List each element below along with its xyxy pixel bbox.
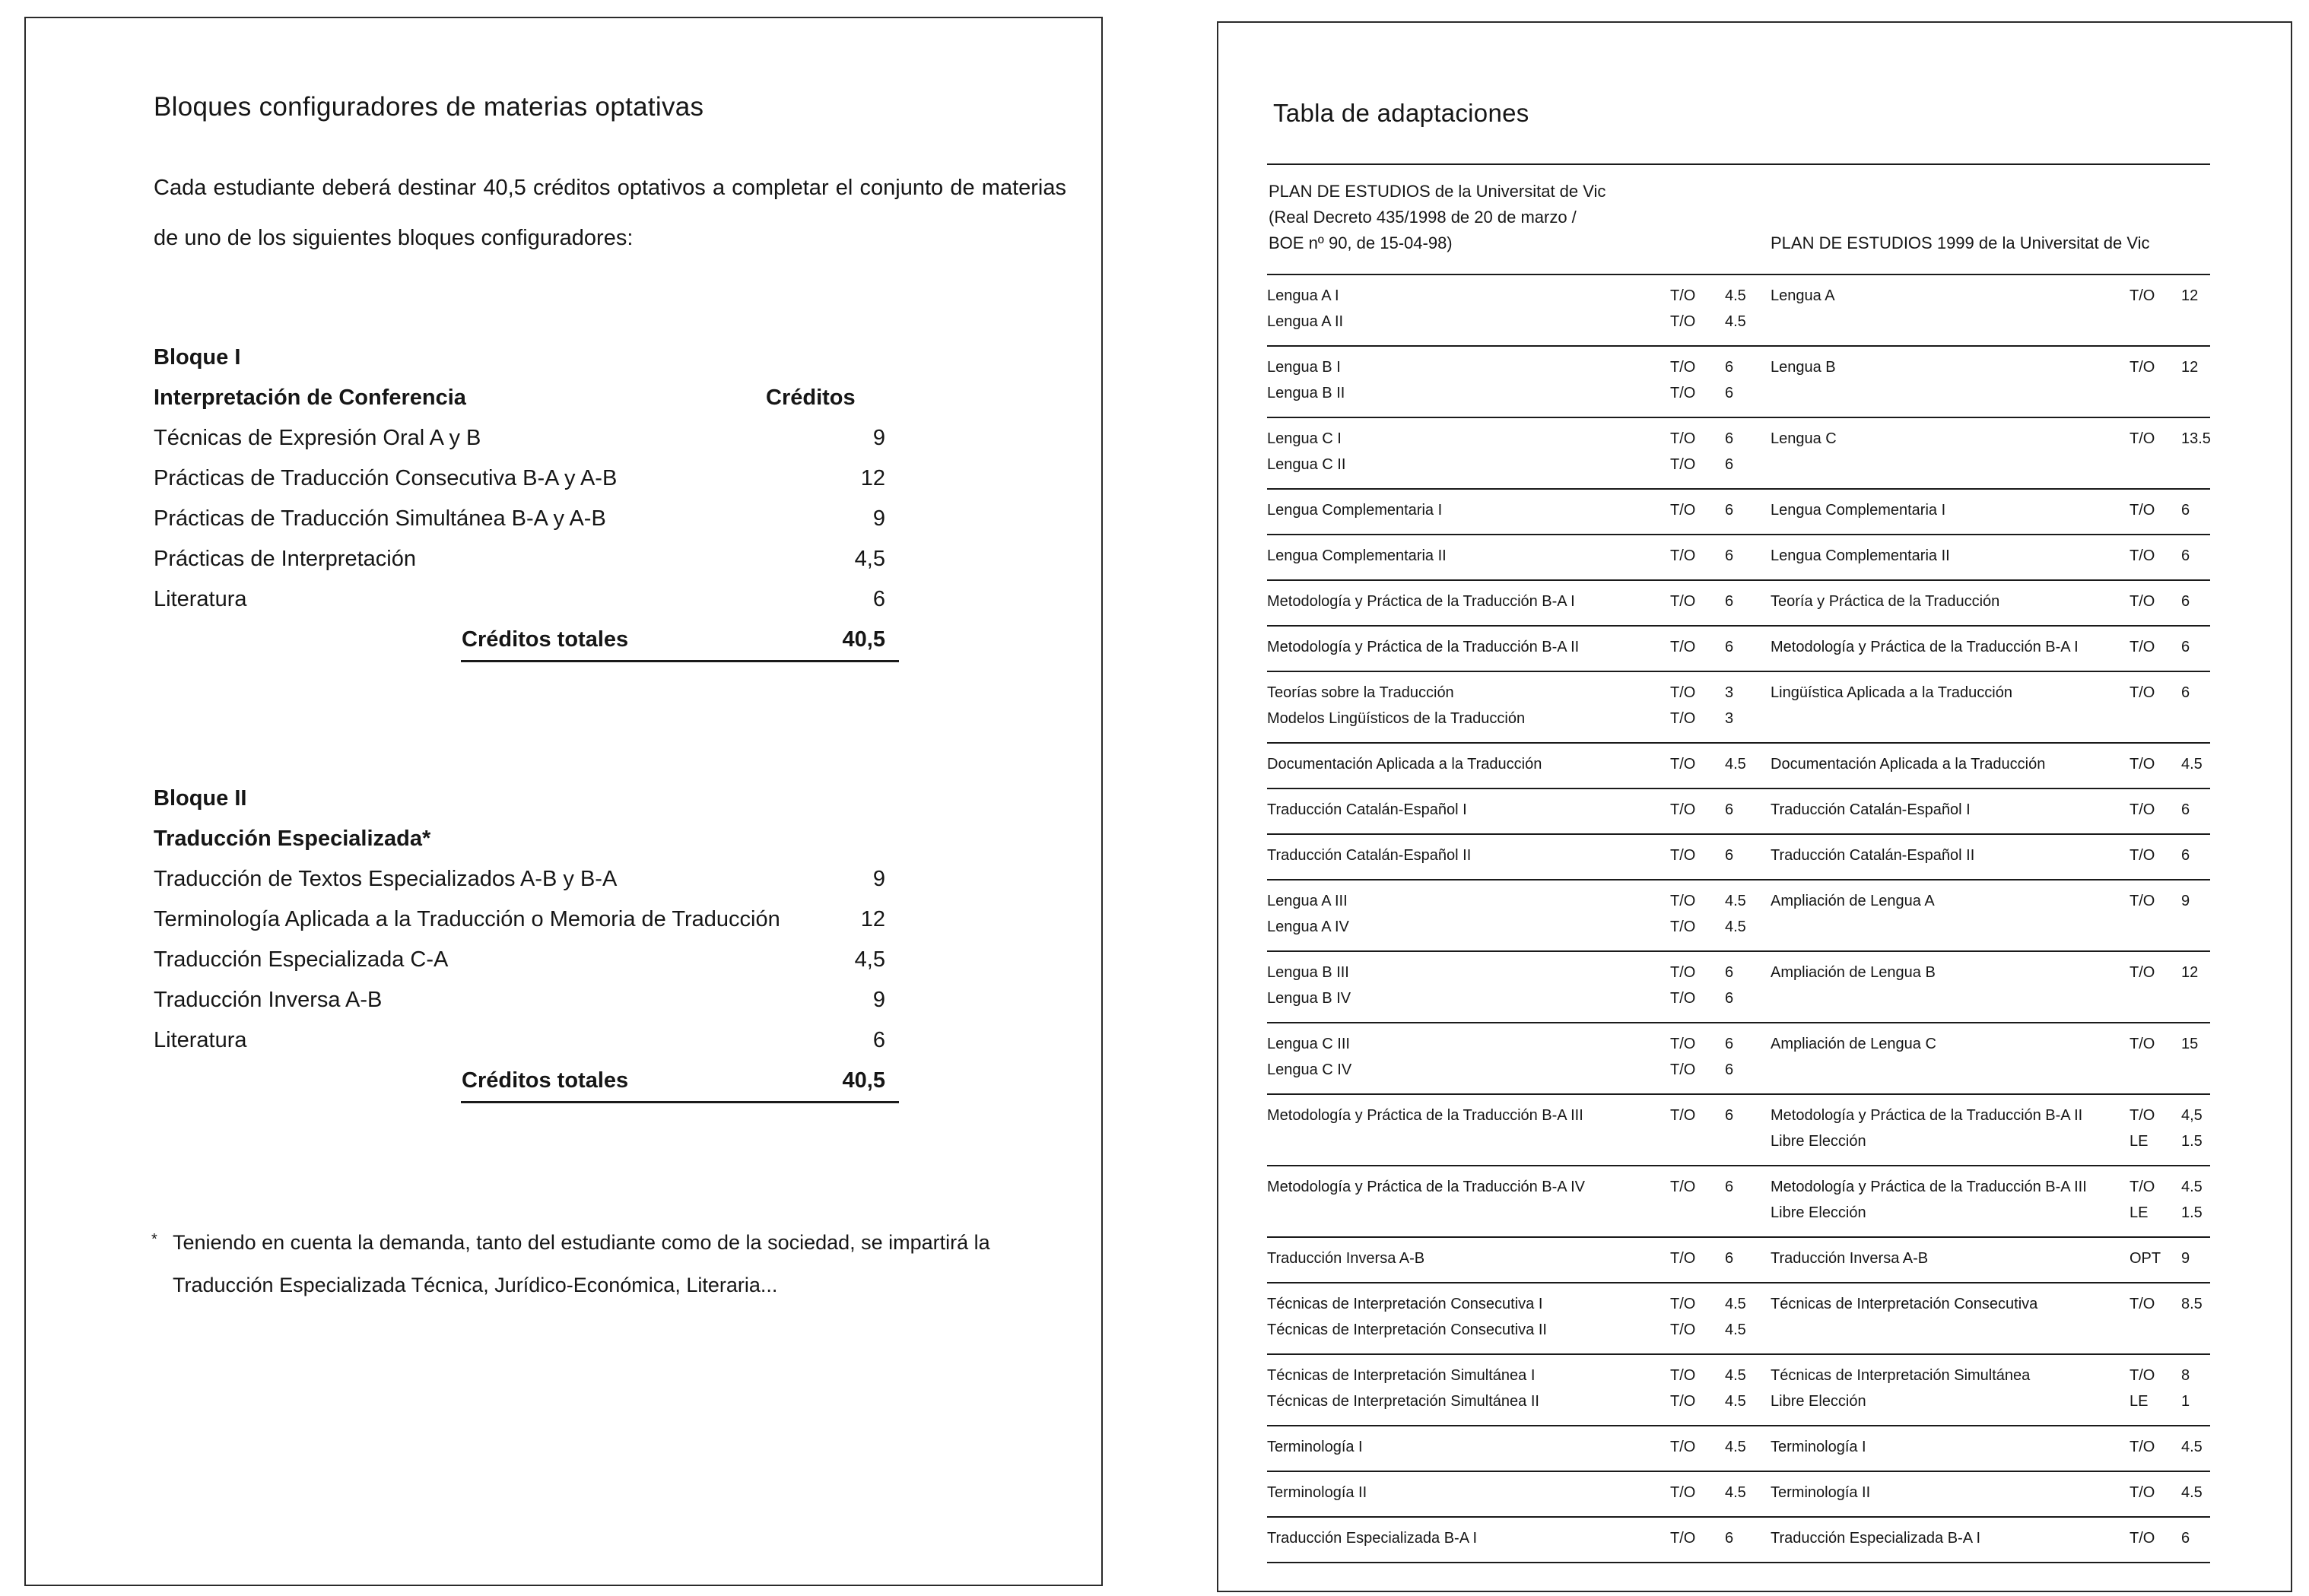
new-type: T/O [2130,1484,2155,1501]
new-subject: Metodología y Práctica de la Traducción B-A III [1771,1179,2087,1195]
new-type: T/O [2130,756,2155,773]
course-name: Literatura [154,1028,247,1052]
old-type: T/O [1670,710,1696,727]
old-subject: Traducción Catalán-Español I [1267,801,1467,818]
old-type: T/O [1670,756,1696,773]
new-subject: Libre Elección [1771,1133,1866,1150]
old-type: T/O [1670,287,1696,304]
new-subject: Lengua B [1771,359,1836,376]
old-type: T/O [1670,1179,1696,1195]
table-row [1267,1518,2210,1563]
new-type: T/O [2130,847,2155,864]
new-credits: 6 [2181,684,2190,701]
old-credits: 6 [1725,547,1734,564]
new-type: T/O [2130,893,2155,909]
table-row [1267,581,2210,627]
old-subject: Traducción Catalán-Español II [1267,847,1472,864]
course-credits: 12 [860,466,885,490]
old-credits: 3 [1725,710,1734,727]
old-credits: 6 [1725,430,1734,447]
course-row [154,940,899,980]
table-row [1267,880,2210,952]
total-label: Créditos totales [462,1068,629,1093]
new-subject: Metodología y Práctica de la Traducción B-A II [1771,1107,2083,1124]
new-credits: 4,5 [2181,1107,2203,1124]
new-credits: 6 [2181,847,2190,864]
course-credits: 6 [872,1028,885,1052]
new-subject: Ampliación de Lengua B [1771,964,1936,981]
old-subject: Lengua A II [1267,313,1344,330]
old-credits: 6 [1725,1061,1734,1078]
old-type: T/O [1670,801,1696,818]
page-heading: Bloques configuradores de materias optativas [154,92,704,122]
table-row [1267,490,2210,535]
old-subject: Técnicas de Interpretación Consecutiva II [1267,1322,1547,1338]
old-subject: Lengua C II [1267,456,1346,473]
course-name: Literatura [154,587,247,611]
course-credits: 6 [872,587,885,611]
old-type: T/O [1670,919,1696,935]
new-type: T/O [2130,502,2155,519]
new-subject: Traducción Catalán-Español I [1771,801,1971,818]
total-row [154,620,899,664]
table-row [1267,418,2210,490]
new-credits: 4.5 [2181,756,2203,773]
old-subject: Lengua B III [1267,964,1349,981]
old-credits: 6 [1725,385,1734,401]
table-row [1267,1238,2210,1283]
old-type: T/O [1670,1484,1696,1501]
old-type: T/O [1670,1439,1696,1455]
new-type: T/O [2130,287,2155,304]
new-subject: Libre Elección [1771,1204,1866,1221]
old-credits: 6 [1725,1530,1734,1547]
new-type: T/O [2130,1439,2155,1455]
old-credits: 4.5 [1725,1322,1746,1338]
course-row [154,499,899,539]
old-subject: Lengua A III [1267,893,1348,909]
new-type: T/O [2130,547,2155,564]
course-name: Traducción de Textos Especializados A-B y B-A [154,867,618,891]
new-subject: Traducción Catalán-Español II [1771,847,1975,864]
table-row [1267,1095,2210,1166]
new-type: T/O [2130,359,2155,376]
course-name: Prácticas de Traducción Consecutiva B-A y A-B [154,466,618,490]
old-subject: Lengua C IV [1267,1061,1352,1078]
new-type: T/O [2130,593,2155,610]
block-label: Bloque I [154,345,241,370]
old-subject: Terminología I [1267,1439,1363,1455]
old-subject: Metodología y Práctica de la Traducción B-A III [1267,1107,1583,1124]
old-credits: 4.5 [1725,1367,1746,1384]
course-credits: 9 [872,506,885,531]
header-new-plan: PLAN DE ESTUDIOS 1999 de la Universitat de Vic [1771,233,2150,252]
old-subject: Metodología y Práctica de la Traducción B-A I [1267,593,1575,610]
new-subject: Ampliación de Lengua C [1771,1036,1936,1052]
old-subject: Teorías sobre la Traducción [1267,684,1454,701]
old-credits: 4.5 [1725,313,1746,330]
old-subject: Lengua B IV [1267,990,1351,1007]
old-credits: 4.5 [1725,287,1746,304]
adaptation-table [1267,163,2210,1563]
new-credits: 15 [2181,1036,2199,1052]
table-header [1267,163,2210,275]
new-subject: Técnicas de Interpretación Simultánea [1771,1367,2031,1384]
old-type: T/O [1670,430,1696,447]
old-credits: 6 [1725,1107,1734,1124]
old-type: T/O [1670,456,1696,473]
new-type: T/O [2130,964,2155,981]
old-credits: 6 [1725,964,1734,981]
new-type: T/O [2130,1296,2155,1312]
old-type: T/O [1670,1036,1696,1052]
old-type: T/O [1670,684,1696,701]
page-heading: Tabla de adaptaciones [1273,99,1529,127]
course-row [154,418,899,458]
old-subject: Técnicas de Interpretación Simultánea II [1267,1393,1539,1410]
old-type: T/O [1670,847,1696,864]
new-type: LE [2130,1133,2149,1150]
old-type: T/O [1670,1322,1696,1338]
old-subject: Lengua B II [1267,385,1345,401]
new-subject: Ampliación de Lengua A [1771,893,1935,909]
course-credits: 9 [872,988,885,1012]
course-name: Técnicas de Expresión Oral A y B [154,426,481,450]
old-credits: 4.5 [1725,756,1746,773]
old-credits: 6 [1725,502,1734,519]
table-row [1267,1426,2210,1472]
table-row [1267,744,2210,789]
course-row [154,1020,899,1061]
new-subject: Teoría y Práctica de la Traducción [1771,593,2000,610]
course-name: Prácticas de Traducción Simultánea B-A y A-B [154,506,606,531]
old-credits: 4.5 [1725,893,1746,909]
old-credits: 6 [1725,847,1734,864]
old-type: T/O [1670,359,1696,376]
old-type: T/O [1670,639,1696,655]
left-page [24,17,1103,1586]
old-credits: 4.5 [1725,1393,1746,1410]
new-type: LE [2130,1204,2149,1221]
total-row [154,1061,899,1105]
footnote [151,1221,1064,1306]
course-row [154,859,899,900]
table-row [1267,347,2210,418]
new-credits: 12 [2181,287,2199,304]
new-subject: Lengua Complementaria II [1771,547,1950,564]
new-credits: 6 [2181,593,2190,610]
new-credits: 4.5 [2181,1484,2203,1501]
new-type: T/O [2130,684,2155,701]
new-type: T/O [2130,801,2155,818]
course-credits: 4,5 [854,947,885,972]
course-row [154,458,899,499]
right-page [1217,21,2292,1592]
total-label: Créditos totales [462,627,629,652]
block-1 [154,338,899,664]
header-old-plan: PLAN DE ESTUDIOS de la Universitat de Vic (Real Decreto 435/1998 de 20 de marzo / BOE nº 90, de 15-04-98) [1269,182,1606,252]
new-type: T/O [2130,1367,2155,1384]
total-value: 40,5 [842,1068,885,1093]
old-credits: 6 [1725,1179,1734,1195]
new-subject: Terminología II [1771,1484,1871,1501]
table-row [1267,1283,2210,1355]
old-subject: Metodología y Práctica de la Traducción B-A II [1267,639,1580,655]
old-credits: 6 [1725,593,1734,610]
block-label: Bloque II [154,786,247,811]
old-credits: 4.5 [1725,1296,1746,1312]
old-subject: Terminología II [1267,1484,1367,1501]
new-credits: 1.5 [2181,1133,2203,1150]
table-row [1267,535,2210,581]
new-type: LE [2130,1393,2149,1410]
new-type: T/O [2130,1530,2155,1547]
old-subject: Lengua A I [1267,287,1339,304]
old-credits: 6 [1725,1036,1734,1052]
old-credits: 6 [1725,456,1734,473]
table-row [1267,275,2210,347]
old-subject: Lengua Complementaria II [1267,547,1447,564]
intro-paragraph: Cada estudiante deberá destinar 40,5 créditos optativos a completar el conjunto de materias de uno de los siguientes bloques configuradores: [154,176,1066,250]
old-credits: 4.5 [1725,1439,1746,1455]
old-type: T/O [1670,964,1696,981]
course-row [154,579,899,620]
new-type: T/O [2130,1107,2155,1124]
total-underline [461,660,899,662]
old-credits: 6 [1725,990,1734,1007]
new-type: T/O [2130,1036,2155,1052]
old-subject: Técnicas de Interpretación Simultánea I [1267,1367,1536,1384]
old-type: T/O [1670,1061,1696,1078]
old-subject: Traducción Especializada B-A I [1267,1530,1478,1547]
new-credits: 6 [2181,801,2190,818]
new-type: OPT [2130,1250,2161,1267]
new-subject: Libre Elección [1771,1393,1866,1410]
table-row [1267,952,2210,1023]
old-type: T/O [1670,385,1696,401]
old-subject: Modelos Lingüísticos de la Traducción [1267,710,1526,727]
old-subject: Documentación Aplicada a la Traducción [1267,756,1542,773]
new-credits: 8.5 [2181,1296,2203,1312]
new-credits: 9 [2181,893,2190,909]
new-subject: Lengua C [1771,430,1837,447]
table-row [1267,627,2210,672]
old-subject: Lengua C III [1267,1036,1350,1052]
old-type: T/O [1670,1530,1696,1547]
new-subject: Terminología I [1771,1439,1866,1455]
new-credits: 1.5 [2181,1204,2203,1221]
table-row [1267,672,2210,744]
new-credits: 1 [2181,1393,2190,1410]
credits-header: Créditos [766,386,856,410]
table-body [1267,275,2210,1563]
old-type: T/O [1670,1296,1696,1312]
new-subject: Lengua Complementaria I [1771,502,1946,519]
old-type: T/O [1670,1250,1696,1267]
footnote-text: Teniendo en cuenta la demanda, tanto del estudiante como de la sociedad, se impartirá la Traducción Especializada Técnica, Jurídico-Económica, Literaria... [173,1231,990,1296]
old-subject: Técnicas de Interpretación Consecutiva I [1267,1296,1543,1312]
total-underline [461,1101,899,1103]
block-title: Traducción Especializada* [154,827,431,851]
new-subject: Documentación Aplicada a la Traducción [1771,756,2046,773]
total-value: 40,5 [842,627,885,652]
table-row [1267,835,2210,880]
old-credits: 6 [1725,639,1734,655]
new-credits: 6 [2181,639,2190,655]
new-type: T/O [2130,430,2155,447]
table-row [1267,1166,2210,1238]
course-name: Prácticas de Interpretación [154,547,416,571]
new-credits: 6 [2181,1530,2190,1547]
old-type: T/O [1670,893,1696,909]
course-name: Traducción Inversa A-B [154,988,383,1012]
block-title: Interpretación de Conferencia [154,386,466,410]
old-credits: 6 [1725,1250,1734,1267]
old-type: T/O [1670,1393,1696,1410]
new-type: T/O [2130,639,2155,655]
course-name: Terminología Aplicada a la Traducción o Memoria de Traducción [154,907,780,931]
new-credits: 12 [2181,359,2199,376]
old-credits: 4.5 [1725,919,1746,935]
new-credits: 6 [2181,502,2190,519]
old-type: T/O [1670,1367,1696,1384]
new-credits: 12 [2181,964,2199,981]
old-type: T/O [1670,1107,1696,1124]
new-subject: Técnicas de Interpretación Consecutiva [1771,1296,2038,1312]
new-type: T/O [2130,1179,2155,1195]
old-credits: 4.5 [1725,1484,1746,1501]
table-row [1267,1472,2210,1518]
footnote-mark: * [151,1231,157,1248]
old-credits: 6 [1725,359,1734,376]
old-type: T/O [1670,990,1696,1007]
new-credits: 4.5 [2181,1179,2203,1195]
old-type: T/O [1670,593,1696,610]
table-row [1267,1023,2210,1095]
old-subject: Traducción Inversa A-B [1267,1250,1425,1267]
old-subject: Metodología y Práctica de la Traducción B-A IV [1267,1179,1585,1195]
new-subject: Lingüística Aplicada a la Traducción [1771,684,2012,701]
old-type: T/O [1670,547,1696,564]
table-row [1267,1355,2210,1426]
old-subject: Lengua B I [1267,359,1341,376]
old-type: T/O [1670,313,1696,330]
old-subject: Lengua Complementaria I [1267,502,1443,519]
course-credits: 4,5 [854,547,885,571]
new-subject: Lengua A [1771,287,1835,304]
old-subject: Lengua C I [1267,430,1342,447]
new-subject: Traducción Inversa A-B [1771,1250,1929,1267]
course-row [154,980,899,1020]
new-credits: 6 [2181,547,2190,564]
new-credits: 13.5 [2181,430,2211,447]
course-row [154,539,899,579]
course-credits: 9 [872,867,885,891]
old-subject: Lengua A IV [1267,919,1349,935]
new-subject: Metodología y Práctica de la Traducción B-A I [1771,639,2079,655]
course-row [154,900,899,940]
course-credits: 9 [872,426,885,450]
course-name: Traducción Especializada C-A [154,947,449,972]
new-credits: 4.5 [2181,1439,2203,1455]
new-subject: Traducción Especializada B-A I [1771,1530,1981,1547]
new-credits: 9 [2181,1250,2190,1267]
old-type: T/O [1670,502,1696,519]
old-credits: 6 [1725,801,1734,818]
table-row [1267,789,2210,835]
block-2 [154,779,899,1105]
new-credits: 8 [2181,1367,2190,1384]
old-credits: 3 [1725,684,1734,701]
course-credits: 12 [860,907,885,931]
